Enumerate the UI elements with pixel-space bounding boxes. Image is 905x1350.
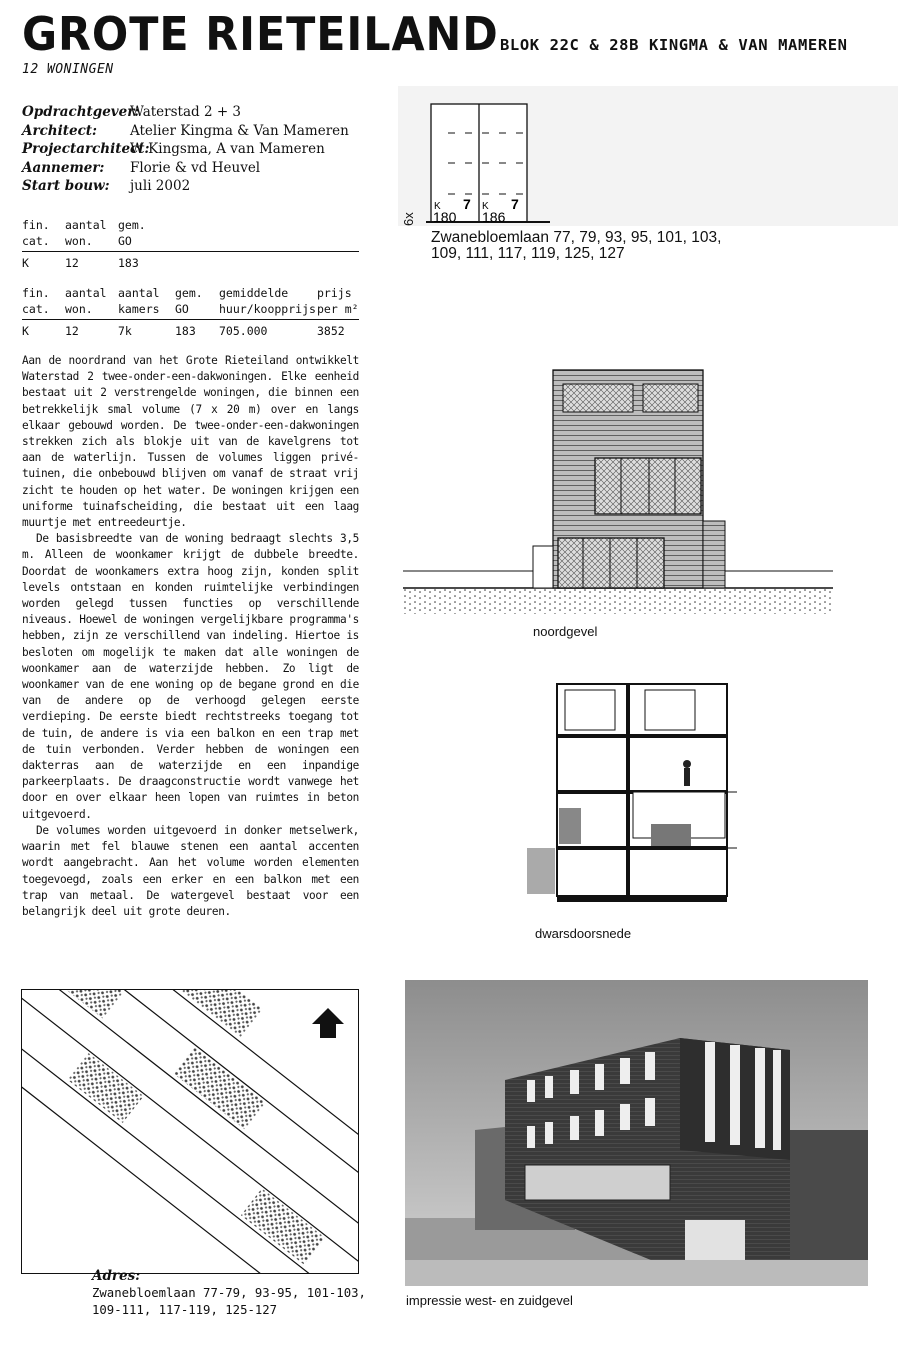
header-line: aantal [65,286,107,300]
header-line: aantal [118,286,160,300]
table-cell: 7k [118,324,132,338]
table-header [22,286,65,320]
impression-caption: impressie west- en zuidgevel [406,1293,573,1308]
header-line: prijs [317,286,352,300]
impression-image [405,980,868,1286]
meta-label: Architect: [22,122,98,139]
table-cell: 705.000 [219,324,268,338]
table-cell: K [22,324,29,338]
plan-count: 6x [401,212,416,226]
page-title: GROTE RIETEILAND [22,7,499,61]
site-map-drawing [22,990,358,1273]
table-header [118,218,359,252]
address-line: Zwanebloemlaan 77-79, 93-95, 101-103, [92,1286,366,1300]
plan-area-left: 180 [433,209,457,225]
table-cell: 183 [175,324,196,338]
meta-value: Atelier Kingma & Van Mameren [130,122,349,139]
table-header [118,286,175,320]
table-header [65,218,118,252]
header-line: huur/koopprijs [219,301,316,316]
plan-cat-right: K [482,201,489,212]
header-line: kamers [118,301,160,316]
address-block [92,1268,366,1319]
body-text [22,353,359,920]
table-cell: 12 [65,256,79,270]
floor-plan [398,86,898,226]
header-line: cat. [22,233,50,248]
meta-value: Florie & vd Heuvel [130,159,261,176]
meta-row-client [22,103,349,122]
meta-label: Start bouw: [22,178,110,195]
paragraph: Aan de noordrand van het Grote Rieteiland ontwikkelt Waterstad 2 twee-onder-een-dakwoningen. Elke eenheid bestaat uit 2 verstrengelde woningen, die binnen een betrekkelijk smal volume (7 x 20 m) over en langs elkaar gebouwd worden. De twee-onder-een-dakwoningen strekken zich als blokje uit van de kavelgrens tot aan de waterlijn. Tussen de volumes liggen privé-tuinen, die onbebouwd blijven om vanaf de straat vrij zicht te houden op het water. De woningen krijgen een uniforme tuinafscheiding, die bestaat uit een laag muurtje met entreedeurtje. [22,354,359,530]
header-line: won. [65,233,93,248]
header-line: cat. [22,301,50,316]
table-row [22,320,359,340]
table-cell: 3852 [317,324,345,338]
plan-area-right: 186 [482,209,506,225]
impression-photo [405,980,868,1286]
header-line: aantal [65,218,107,232]
meta-row-project-architect [22,140,349,159]
table-header [65,286,118,320]
cross-section-caption: dwarsdoorsnede [535,926,632,941]
plan-cat-left: K [434,201,441,212]
header-line: GO [175,301,189,316]
meta-value: W Kingsma, A van Mameren [130,141,325,158]
header-line: gem. [118,218,146,232]
meta-label: Aannemer: [22,159,105,176]
table-header [219,286,317,320]
header-line: won. [65,301,93,316]
plan-rooms-right: 7 [511,196,519,212]
table-cell: 12 [65,324,79,338]
table-cell: 183 [118,256,139,270]
north-facade-caption: noordgevel [533,624,598,639]
table-cell: K [22,256,29,270]
paragraph: De basisbreedte van de woning bedraagt slechts 3,5 m. Alleen de woonkamer krijgt de dubbele breedte. Doordat de woonkamers extra hoog zijn, konden split levels ontstaan en konden ruimtelijke verbindingen worden gelegd tussen functies op verschillende niveaus. Hoewel de woningen vergelijkbare programma's hebben, zijn ze verschillend van indeling. Hiertoe is besloten om mogelijk te maken dat alle woningen de woonkamer aan de waterzijde hebben. Zo ligt de woonkamer van de ene woning op de begane grond en die van de andere op de verhoogd gelegen eerste verdieping. De eerste biedt rechtstreeks toegang tot de tuin, de andere is via een balkon en een trap met de tuin verbonden. Verder hebben de woningen een dakterras aan de waterzijde en een inpandige parkeerplaats. De draagconstructie wordt vanwege het door en over elkaar heen lopen van ruimtes in beton uitgevoerd. [22,532,359,821]
project-meta [22,103,349,196]
table-header [175,286,219,320]
cross-section-drawing [527,676,737,916]
table-header [22,218,65,252]
table-row [22,252,359,272]
north-arrow-icon [312,1008,344,1038]
header-line: gemiddelde [219,286,289,300]
address-label: Adres: [92,1268,141,1284]
units-count: 12 WONINGEN [22,62,114,77]
meta-value: Waterstad 2 + 3 [130,104,242,120]
header-line: per m² [317,301,359,316]
north-facade-drawing [403,366,843,616]
paragraph: De volumes worden uitgevoerd in donker metselwerk, waarin met fel blauwe stenen een aantal accenten wordt aangebracht. Aan het volume worden elementen toegevoegd, zoals een erker en een balkon met een trap van metaal. De watergevel bestaat voor een belangrijk deel uit grote deuren. [22,823,359,918]
header-line: fin. [22,286,50,300]
table-header [317,286,359,320]
meta-label: Projectarchitect: [22,141,150,158]
header-line: GO [118,233,132,248]
meta-label: Opdrachtgever: [22,104,140,120]
site-map [21,989,359,1274]
plan-caption: Zwanebloemlaan 77, 79, 93, 95, 101, 103, 109, 111, 117, 119, 125, 127 [431,229,722,262]
meta-row-architect [22,122,349,141]
page-subtitle: BLOK 22C & 28B KINGMA & VAN MAMEREN [500,36,848,54]
meta-row-contractor [22,159,349,178]
summary-table [22,218,359,272]
header-line: gem. [175,286,203,300]
address-line: 109-111, 117-119, 125-127 [92,1303,278,1317]
meta-row-start [22,177,349,196]
meta-value: juli 2002 [130,178,191,195]
detail-table [22,286,359,340]
header-line: fin. [22,218,50,232]
plan-rooms-left: 7 [463,196,471,212]
